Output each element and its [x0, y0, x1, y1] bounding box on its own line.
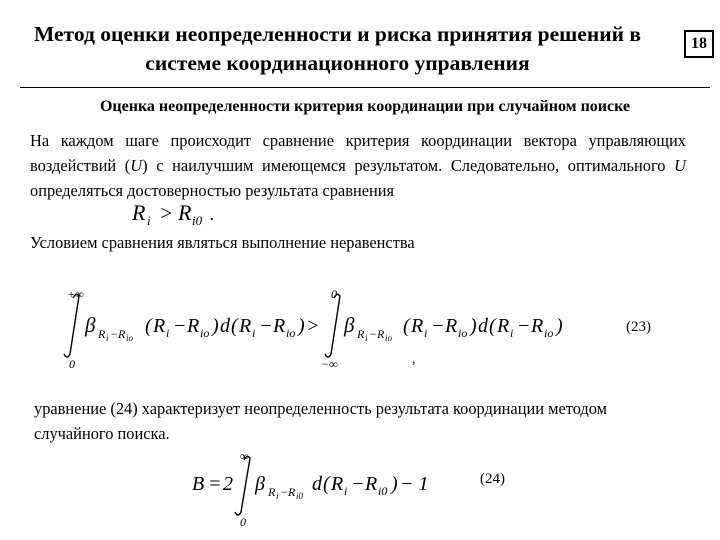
body-paragraph [30, 128, 686, 203]
svg-text:io: io [126, 333, 134, 343]
svg-text:R: R [497, 315, 510, 337]
equation-24-lower-limit: 0 [240, 515, 246, 529]
svg-text:i: i [166, 326, 170, 340]
svg-text:R: R [118, 327, 126, 341]
svg-text:io: io [286, 326, 296, 340]
svg-text:): ) [470, 315, 477, 337]
equation-23 [55, 284, 575, 374]
svg-text:−: − [517, 315, 531, 337]
svg-text:R: R [268, 485, 276, 499]
svg-text:>: > [159, 201, 174, 225]
svg-text:i: i [276, 491, 279, 501]
svg-text:.: . [210, 204, 215, 224]
svg-text:−: − [431, 315, 445, 337]
upper-limit-right: 0 [331, 287, 337, 301]
svg-text:i: i [106, 333, 109, 343]
variable-u-1: U [130, 156, 143, 175]
upper-limit-left: +∞ [67, 287, 84, 301]
svg-text:2: 2 [223, 473, 233, 495]
svg-text:R: R [239, 315, 252, 337]
svg-text:i: i [252, 326, 256, 340]
svg-text:i: i [424, 326, 428, 340]
svg-text:): ) [298, 315, 305, 337]
svg-text:R: R [98, 327, 106, 341]
svg-text:(: ( [323, 473, 330, 495]
svg-text:R: R [178, 200, 192, 225]
paragraph-text-3: определяться достоверностью результата сравнения [30, 181, 395, 200]
svg-text:−: − [173, 315, 187, 337]
equation-23-comma: , [412, 352, 416, 367]
svg-text:−: − [259, 315, 273, 337]
svg-text:(: ( [231, 315, 238, 337]
equation-24 [190, 448, 450, 530]
lower-limit-left: 0 [69, 357, 75, 371]
svg-text:>: > [306, 315, 320, 337]
svg-text:d: d [478, 315, 488, 337]
svg-text:i0: i0 [296, 491, 304, 501]
svg-text:i0: i0 [378, 484, 388, 498]
svg-text:−: − [280, 485, 289, 499]
slide-number-badge: 18 [684, 30, 714, 58]
svg-text:R: R [411, 315, 424, 337]
svg-text:−: − [351, 473, 365, 495]
svg-text:io: io [385, 333, 393, 343]
paragraph-text-2: ) с наилучшим имеющемся результатом. Следовательно, оптимального [142, 156, 675, 175]
inequality-formula [130, 198, 230, 228]
svg-text:io: io [458, 326, 468, 340]
equation-24-lhs: B [192, 473, 205, 495]
svg-text:(: ( [403, 315, 410, 337]
condition-text: Условием сравнения являться выполнение неравенства [30, 233, 415, 252]
variable-u-2: U [674, 156, 686, 175]
section-subtitle: Оценка неопределенности критерия координации при случайном поиске [99, 98, 631, 115]
lower-limit-right: −∞ [321, 357, 338, 371]
svg-text:R: R [187, 315, 200, 337]
svg-text:(: ( [145, 315, 152, 337]
svg-text:R: R [273, 315, 286, 337]
svg-text:β: β [255, 473, 265, 495]
svg-text:R: R [445, 315, 458, 337]
equation-23-number: (23) [626, 319, 651, 335]
title-divider [20, 87, 710, 88]
svg-text:io: io [200, 326, 210, 340]
svg-text:(: ( [489, 315, 496, 337]
svg-text:i: i [510, 326, 514, 340]
svg-text:d: d [312, 473, 322, 495]
svg-text:d: d [220, 315, 230, 337]
svg-text:i: i [147, 213, 151, 228]
svg-text:R: R [132, 200, 146, 225]
svg-text:): ) [391, 473, 398, 495]
paragraph-text-1: На каждом шаге происходит сравнение критерия координации вектора управляющих воздействий ( [30, 131, 686, 175]
equation-description: уравнение (24) характеризует неопределенность результата координации методом случайного поиска. [34, 399, 608, 443]
equation-24-tail: − 1 [400, 473, 429, 495]
svg-text:io: io [544, 326, 554, 340]
svg-text:R: R [288, 485, 296, 499]
svg-text:R: R [357, 327, 365, 341]
svg-text:i0: i0 [192, 213, 203, 228]
svg-text:): ) [556, 315, 563, 337]
svg-text:−: − [110, 327, 119, 341]
svg-text:β: β [344, 313, 355, 337]
svg-text:=: = [208, 473, 222, 495]
slide-title: Метод оценки неопределенности и риска принятия решений в системе координационного управления [33, 22, 642, 75]
svg-text:R: R [331, 473, 344, 495]
svg-text:): ) [212, 315, 219, 337]
svg-text:i: i [344, 484, 348, 498]
svg-text:R: R [531, 315, 544, 337]
svg-text:R: R [377, 327, 385, 341]
equation-24-number: (24) [480, 471, 505, 487]
svg-text:β: β [85, 313, 96, 337]
svg-text:R: R [365, 473, 378, 495]
svg-text:−: − [369, 327, 378, 341]
svg-text:i: i [365, 333, 368, 343]
svg-text:R: R [153, 315, 166, 337]
equation-24-upper-limit: ∞ [240, 449, 249, 463]
